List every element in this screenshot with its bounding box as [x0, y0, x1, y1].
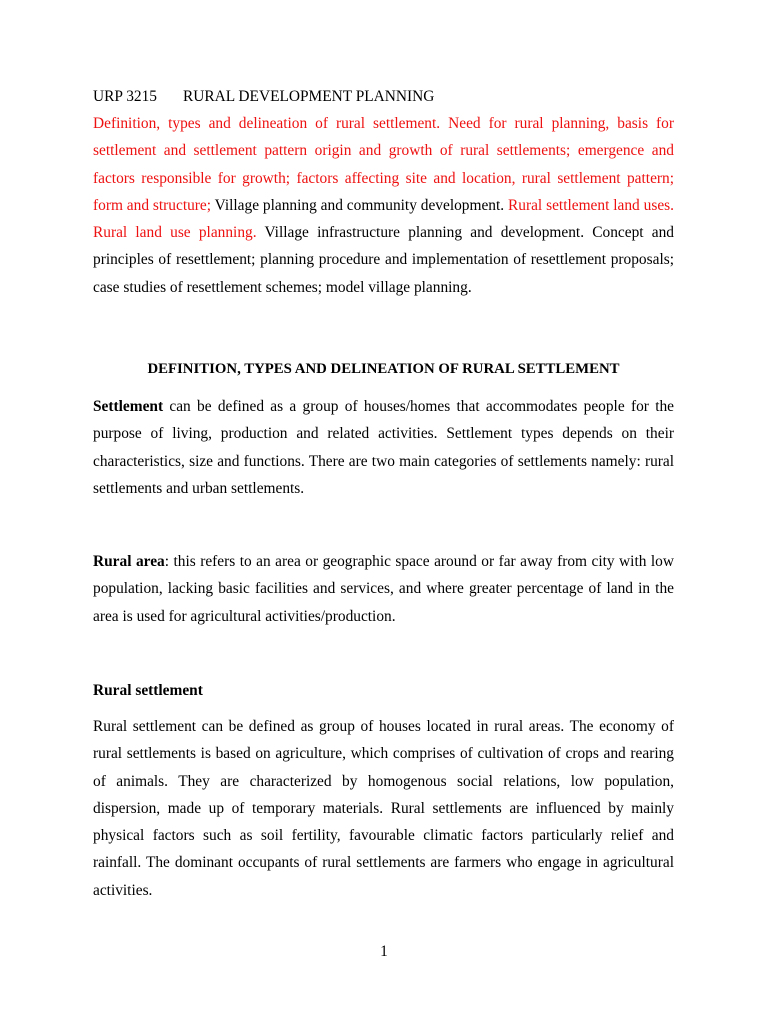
syllabus-black-text-1: Village planning and community development. — [211, 196, 509, 214]
syllabus-black-text-2: Village infrastructure planning and development. Concept and principles of resettlement; planning procedure and implementation of resettlement proposals; case studies of resettlement schemes; model village planning. — [93, 224, 674, 296]
settlement-text: can be defined as a group of houses/homes that accommodates people for the purpose of living, production and related activities. Settlement types depends on their characteristics, size and functions. There are two main categories of settlements namely: rural settlements and urban settlements. — [93, 398, 674, 497]
syllabus-red-text-2: Rural settlement land uses. Rural land use planning. — [93, 196, 674, 242]
settlement-paragraph — [93, 393, 674, 502]
course-title: RURAL DEVELOPMENT PLANNING — [183, 88, 435, 105]
course-header — [93, 86, 674, 108]
rural-settlement-paragraph: Rural settlement can be defined as group of houses located in rural areas. The economy of rural settlements is based on agriculture, which comprises of cultivation of crops and rearing of animals. They are characterized by homogenous social relations, low population, dispersion, made up of temporary materials. Rural settlements are influenced by mainly physical factors such as soil fertility, favourable climatic factors particularly relief and rainfall. The dominant occupants of rural settlements are farmers who engage in agricultural activities. — [93, 718, 674, 899]
settlement-term: Settlement — [93, 398, 164, 415]
syllabus-paragraph — [93, 110, 674, 301]
rural-area-term: Rural area — [93, 553, 165, 570]
rural-area-text: : this refers to an area or geographic space around or far away from city with low population, lacking basic facilities and services, and where greater percentage of land in the area is used for agricultural activities/production. — [93, 553, 674, 625]
rural-settlement-heading: Rural settlement — [93, 682, 203, 699]
page-number: 1 — [380, 943, 388, 960]
section-heading: DEFINITION, TYPES AND DELINEATION OF RURAL SETTLEMENT — [147, 361, 620, 377]
rural-area-paragraph — [93, 548, 674, 630]
syllabus-red-text-1: Definition, types and delineation of rural settlement. Need for rural planning, basis for settlement and settlement pattern origin and growth of rural settlements; emergence and factors responsible for growth; factors affecting site and location, rural settlement pattern; form and structure; — [93, 115, 674, 214]
course-code: URP 3215 — [93, 88, 157, 105]
